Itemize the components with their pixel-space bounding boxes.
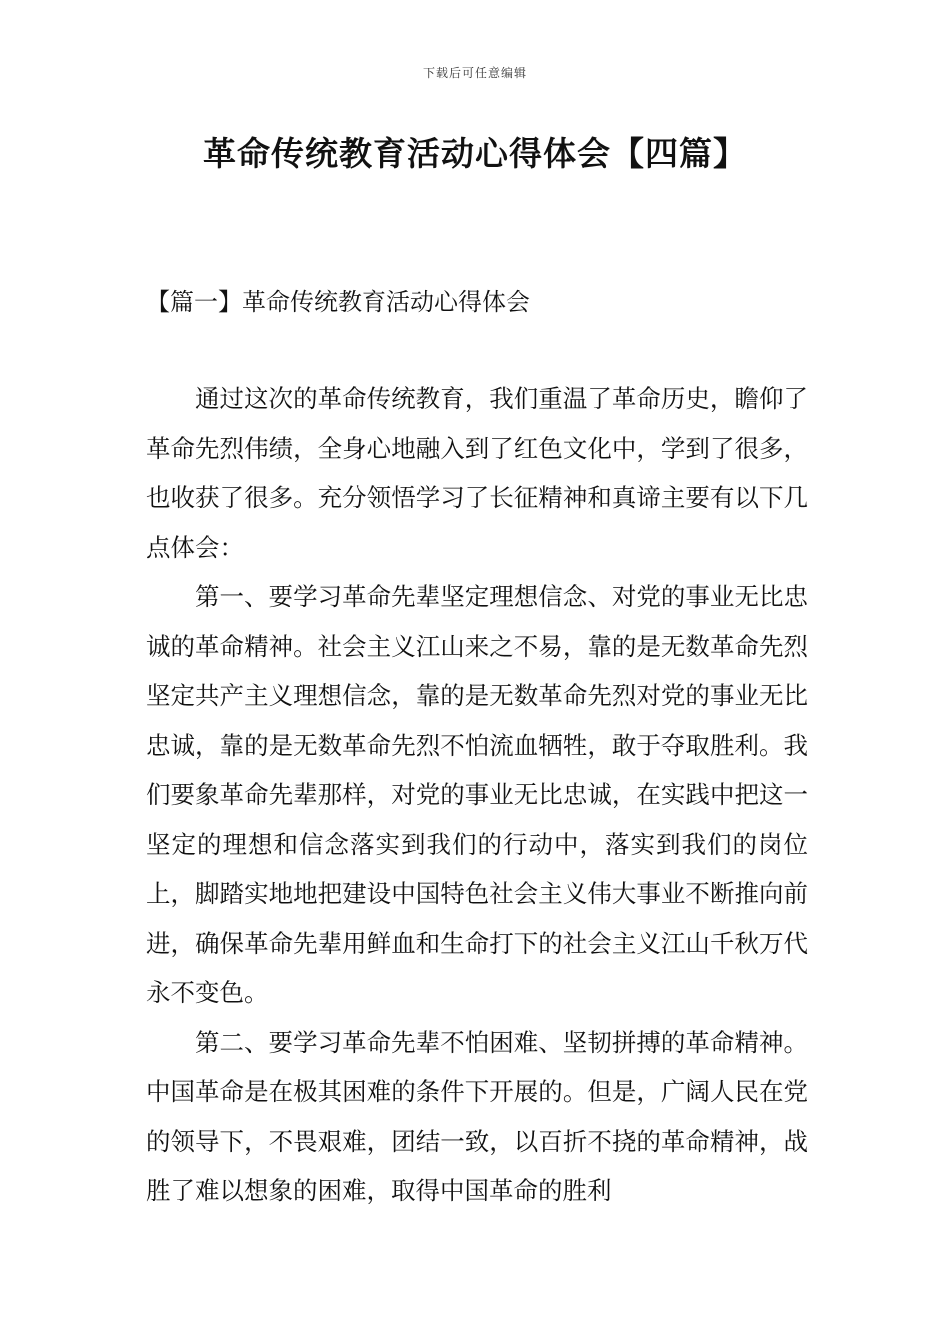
document-title: 革命传统教育活动心得体会【四篇】 xyxy=(203,134,747,173)
paragraph-intro: 通过这次的革命传统教育，我们重温了革命历史，瞻仰了革命先烈伟绩，全身心地融入到了红色文化中，学到了很多，也收获了很多。充分领悟学习了长征精神和真谛主要有以下几点体会： xyxy=(146,384,808,562)
header-note: 下载后可任意编辑 xyxy=(422,66,527,80)
document-body xyxy=(146,374,808,1216)
paragraph-second-point: 第二、要学习革命先辈不怕困难、坚韧拼搏的革命精神。中国革命是在极其困难的条件下开展的。但是，广阔人民在党的领导下，不畏艰难，团结一致，以百折不挠的革命精神，战胜了难以想象的困难，取得中国革命的胜利 xyxy=(146,1027,808,1205)
section-heading: 【篇一】革命传统教育活动心得体会 xyxy=(146,288,530,316)
paragraph-first-point: 第一、要学习革命先辈坚定理想信念、对党的事业无比忠诚的革命精神。社会主义江山来之不易，靠的是无数革命先烈坚定共产主义理想信念，靠的是无数革命先烈对党的事业无比忠诚，靠的是无数革命先烈不怕流血牺牲，敢于夺取胜利。我们要象革命先辈那样，对党的事业无比忠诚，在实践中把这一坚定的理想和信念落实到我们的行动中，落实到我们的岗位上，脚踏实地地把建设中国特色社会主义伟大事业不断推向前进，确保革命先辈用鲜血和生命打下的社会主义江山千秋万代永不变色。 xyxy=(146,582,808,1007)
